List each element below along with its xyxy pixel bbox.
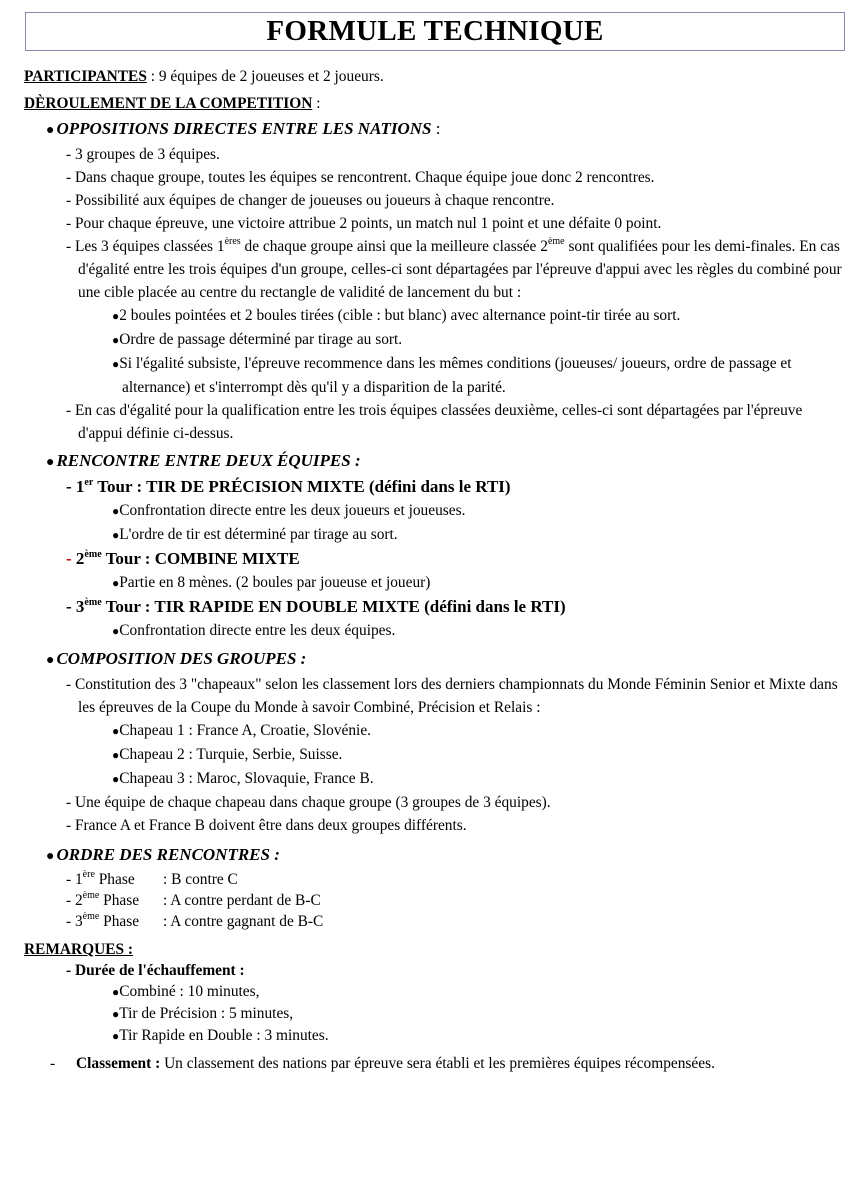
phase-text: : A contre perdant de B-C: [163, 892, 321, 909]
round-dash: - 1: [66, 477, 85, 496]
list-item: - Pour chaque épreuve, une victoire attribue 2 points, un match nul 1 point et une défaite 0 point.: [66, 215, 662, 232]
bullet-icon: ●: [112, 724, 120, 738]
sub-list-item: [112, 981, 842, 1003]
phase-post: Phase: [99, 913, 140, 930]
deroulement-suffix: :: [312, 94, 321, 112]
phase-row: [66, 911, 842, 932]
bullet-icon: ●: [46, 849, 55, 864]
phase-text: : B contre C: [163, 871, 238, 888]
bullet-icon: ●: [112, 309, 120, 323]
list-item: - Dans chaque groupe, toutes les équipes se rencontrent. Chaque équipe joue donc 2 rencontres.: [66, 169, 655, 186]
ordre-heading-text: ORDRE DES RENCONTRES :: [56, 845, 280, 864]
qual-sup2: ème: [547, 236, 565, 248]
deroulement-line: [24, 94, 842, 115]
bullet-icon: ●: [112, 748, 120, 762]
phase-pre: - 3: [66, 913, 83, 930]
sub-list-item: [112, 499, 842, 523]
round-sup: ème: [84, 596, 102, 608]
round-dash: - 3: [66, 597, 85, 616]
round-sup: ème: [84, 548, 102, 560]
bullet-icon: ●: [112, 984, 120, 999]
round-dash: -: [66, 549, 76, 568]
sub-item-text: Si l'égalité subsiste, l'épreuve recommence dans les mêmes conditions (joueuses/ joueurs, ordre de passage et alternance) et s'interrompt dès qu'il y a disparition de la parité.: [119, 355, 792, 396]
sub-item-text: Chapeau 2 : Turquie, Serbie, Suisse.: [119, 746, 343, 763]
bullet-icon: ●: [112, 528, 120, 542]
sub-item-text: 2 boules pointées et 2 boules tirées (cible : but blanc) avec alternance point-tir tirée au sort.: [119, 307, 681, 324]
sub-item-text: Confrontation directe entre les deux joueurs et joueuses.: [119, 502, 466, 519]
qual-pre: - Les 3 équipes classées 1: [66, 238, 225, 255]
phase-pre: - 2: [66, 892, 83, 909]
remarques-line: [24, 940, 842, 961]
sub-item-text: Ordre de passage déterminé par tirage au sort.: [119, 331, 403, 348]
rencontre-heading: [46, 449, 842, 475]
round-title-text: Tour : COMBINE MIXTE: [101, 549, 300, 568]
sub-item-text: Combiné : 10 minutes,: [119, 982, 260, 1000]
bullet-icon: ●: [112, 576, 120, 590]
sub-item-text: Partie en 8 mènes. (2 boules par joueuse et joueur): [119, 574, 431, 591]
round-3-title: [66, 595, 842, 619]
sub-list-item: [112, 328, 842, 352]
phase-text: : A contre gagnant de B-C: [163, 913, 324, 930]
sub-list-item: [112, 767, 842, 791]
list-item: - En cas d'égalité pour la qualification entre les trois équipes classées deuxième, celles-ci sont départagées par l'épreuve d'appui définie ci-dessus.: [66, 402, 803, 442]
round-1-title: [66, 475, 842, 499]
oppositions-heading-suffix: :: [431, 119, 441, 138]
ordre-heading: [46, 843, 842, 869]
oppositions-heading-text: OPPOSITIONS DIRECTES ENTRE LES NATIONS: [56, 119, 432, 138]
qualification-item: [66, 235, 842, 304]
qual-sup1: ères: [224, 236, 241, 248]
qual-post: sont qualifiées pour les demi-finales. En cas d'égalité entre les trois équipes d'un groupe, celles-ci sont départagées par l'épreuve d'appui avec les règles du combiné pour une cible placée au centre du rectangle de validité de lancement du but :: [78, 238, 842, 301]
sub-list-item: [112, 719, 842, 743]
classement-text: Un classement des nations par épreuve sera établi et les premières équipes récompensées.: [160, 1054, 715, 1072]
phase-row: [66, 890, 842, 911]
sub-item-text: Chapeau 3 : Maroc, Slovaquie, France B.: [119, 770, 374, 787]
list-item: - Une équipe de chaque chapeau dans chaque groupe (3 groupes de 3 équipes).: [66, 794, 551, 811]
bullet-icon: ●: [112, 1006, 120, 1021]
sub-list-item: [112, 523, 842, 547]
sub-item-text: Tir de Précision : 5 minutes,: [119, 1004, 294, 1022]
list-item: - France A et France B doivent être dans deux groupes différents.: [66, 817, 467, 834]
phase-post: Phase: [99, 892, 140, 909]
phase-row: [66, 869, 842, 890]
round-title-text: Tour : TIR RAPIDE EN DOUBLE MIXTE (défini dans le RTI): [101, 597, 566, 616]
composition-heading-text: COMPOSITION DES GROUPES :: [56, 649, 307, 668]
sub-item-text: Confrontation directe entre les deux équipes.: [119, 622, 396, 639]
classement-line: [50, 1053, 842, 1075]
duree-label: - Durée de l'échauffement :: [66, 961, 245, 979]
remarques-label: REMARQUES :: [24, 941, 134, 958]
composition-heading: [46, 647, 842, 673]
phase-post: Phase: [94, 871, 135, 888]
list-item: - 3 groupes de 3 équipes.: [66, 146, 220, 163]
sub-item-text: Chapeau 1 : France A, Croatie, Slovénie.: [119, 722, 371, 739]
sub-list-item: [112, 1003, 842, 1025]
classement-dash: -: [50, 1054, 56, 1072]
sub-list-item: [112, 619, 842, 643]
page-title: FORMULE TECHNIQUE: [266, 15, 604, 47]
phase-sup: ème: [82, 890, 100, 902]
sub-list-item: [112, 743, 842, 767]
round-2-title: [66, 547, 842, 571]
list-item: - Constitution des 3 "chapeaux" selon les classement lors des derniers championnats du Monde Féminin Senior et Mixte dans les épreuves de la Coupe du Monde à savoir Combiné, Précision et Relais :: [66, 676, 838, 716]
deroulement-label: DÈROULEMENT DE LA COMPETITION: [24, 94, 313, 112]
sub-item-text: L'ordre de tir est déterminé par tirage au sort.: [119, 526, 398, 543]
sub-list-item: [112, 352, 842, 399]
bullet-icon: ●: [46, 653, 55, 668]
participants-text: : 9 équipes de 2 joueuses et 2 joueurs.: [146, 68, 384, 85]
list-item: - Possibilité aux équipes de changer de joueuses ou joueurs à chaque rencontre.: [66, 192, 555, 209]
bullet-icon: ●: [112, 357, 120, 371]
qual-mid: de chaque groupe ainsi que la meilleure classée 2: [240, 238, 548, 255]
participants-line: [24, 67, 842, 88]
bullet-icon: ●: [112, 504, 120, 518]
bullet-icon: ●: [112, 333, 120, 347]
bullet-icon: ●: [112, 624, 120, 638]
title-box: [25, 12, 845, 51]
bullet-icon: ●: [112, 772, 120, 786]
round-sup: er: [84, 476, 94, 488]
bullet-icon: ●: [46, 455, 55, 470]
rencontre-heading-text: RENCONTRE ENTRE DEUX ÉQUIPES :: [56, 451, 361, 470]
round-num: 2: [75, 549, 85, 568]
phase-pre: - 1: [66, 871, 83, 888]
sub-item-text: Tir Rapide en Double : 3 minutes.: [119, 1026, 329, 1044]
phase-sup: ère: [82, 869, 95, 881]
sub-list-item: [112, 571, 842, 595]
participants-label: PARTICIPANTES: [24, 68, 147, 85]
oppositions-heading: [46, 117, 842, 143]
round-title-text: Tour : TIR DE PRÉCISION MIXTE (défini dans le RTI): [93, 477, 511, 496]
bullet-icon: ●: [46, 123, 55, 138]
sub-list-item: [112, 304, 842, 328]
phase-sup: ème: [82, 911, 100, 923]
sub-list-item: [112, 1025, 842, 1047]
bullet-icon: ●: [112, 1028, 120, 1043]
classement-label: Classement :: [76, 1054, 161, 1072]
